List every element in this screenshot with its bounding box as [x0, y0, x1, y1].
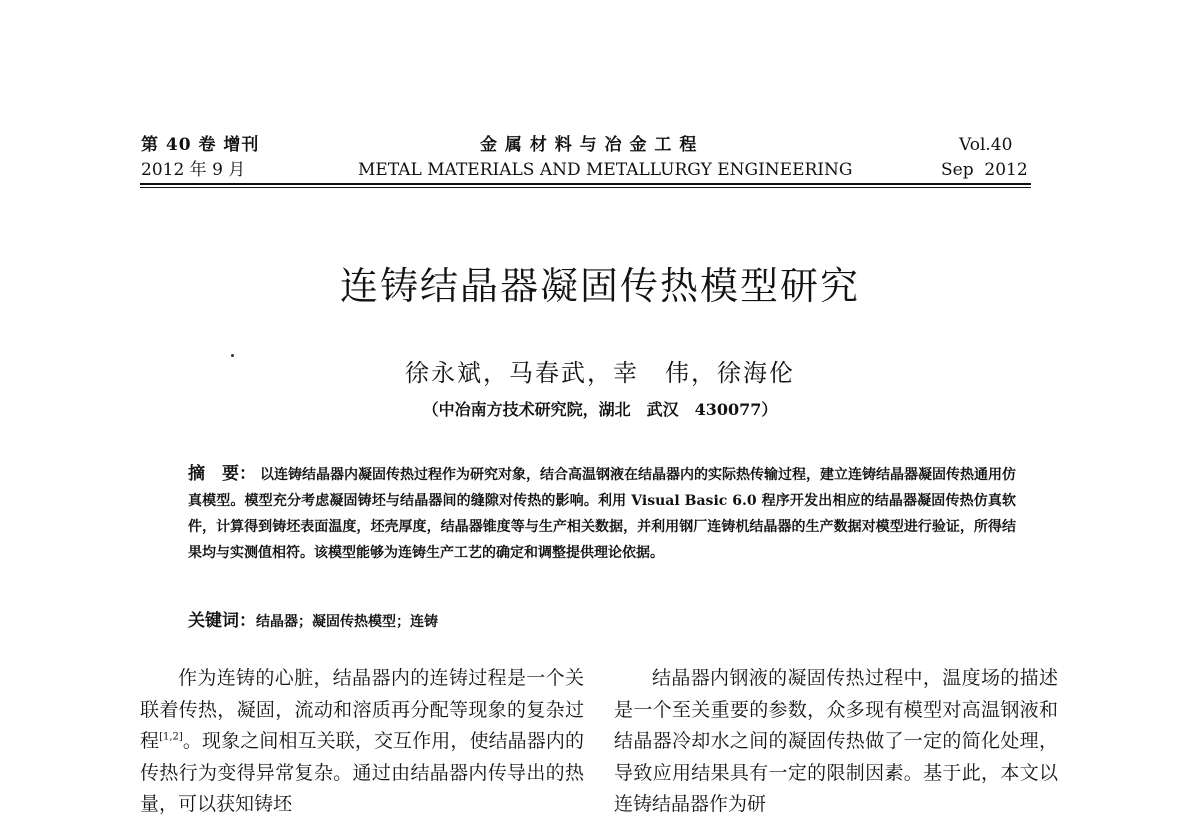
date-en: Sep 2012 [941, 160, 1028, 180]
abstract-label: 摘 要： [188, 464, 256, 484]
keywords-text: 结晶器；凝固传热模型；连铸 [256, 614, 438, 630]
header-rule-thin [140, 187, 1031, 188]
volume-en: Vol.40 [959, 135, 1013, 155]
paragraph [140, 663, 584, 821]
date-cn: 2012 年 9 月 [141, 160, 246, 180]
authors: 徐永斌，马春武，幸 伟，徐海伦 [405, 359, 795, 387]
abstract [188, 461, 1016, 566]
journal-en: METAL MATERIALS AND METALLURGY ENGINEERING [358, 160, 853, 180]
paragraph-text-1: 作为连铸的心脏，结晶器内的连铸过程是一个关联着传热，凝固，流动和溶质再分配等现象的复杂过程 [140, 667, 584, 752]
abstract-text: 以连铸结晶器内凝固传热过程作为研究对象，结合高温钢液在结晶器内的实际热传输过程，建立连铸结晶器凝固传热通用仿真模型。模型充分考虑凝固铸坯与结晶器间的缝隙对传热的影响。利用 Visual Basic 6.0 程序开发出相应的结晶器凝固传热仿真软件，计算得到铸坯表面温度，坯壳厚度，结晶器锥度等与生产相关数据，并利用钢厂连铸机结晶器的生产数据对模型进行验证，所得结果均与实测值相符。该模型能够为连铸生产工艺的确定和调整提供理论依据。 [188, 467, 1016, 561]
volume-cn: 第 40 卷 增刊 [141, 135, 260, 155]
header-rule-thick [140, 183, 1031, 185]
paragraph-text-2: 。现象之间相互关联，交互作用，使结晶器内的传热行为变得异常复杂。通过由结晶器内传导出的热量，可以获知铸坯 [140, 730, 584, 815]
journal-cn: 金 属 材 料 与 冶 金 工 程 [480, 135, 698, 155]
page-title: 连铸结晶器凝固传热模型研究 [339, 264, 860, 308]
keywords [188, 609, 1016, 634]
keywords-label: 关键词： [188, 611, 256, 631]
paragraph: 结晶器内钢液的凝固传热过程中，温度场的描述是一个至关重要的参数，众多现有模型对高温钢液和结晶器冷却水之间的凝固传热做了一定的简化处理，导致应用结果具有一定的限制因素。基于此，本文以连铸结晶器作为研 [614, 667, 1058, 815]
citation-ref: [1,2] [159, 731, 183, 743]
body-column-left [140, 663, 584, 821]
affiliation: （中冶南方技术研究院，湖北 武汉 430077） [422, 400, 778, 419]
body-column-right [614, 663, 1058, 821]
